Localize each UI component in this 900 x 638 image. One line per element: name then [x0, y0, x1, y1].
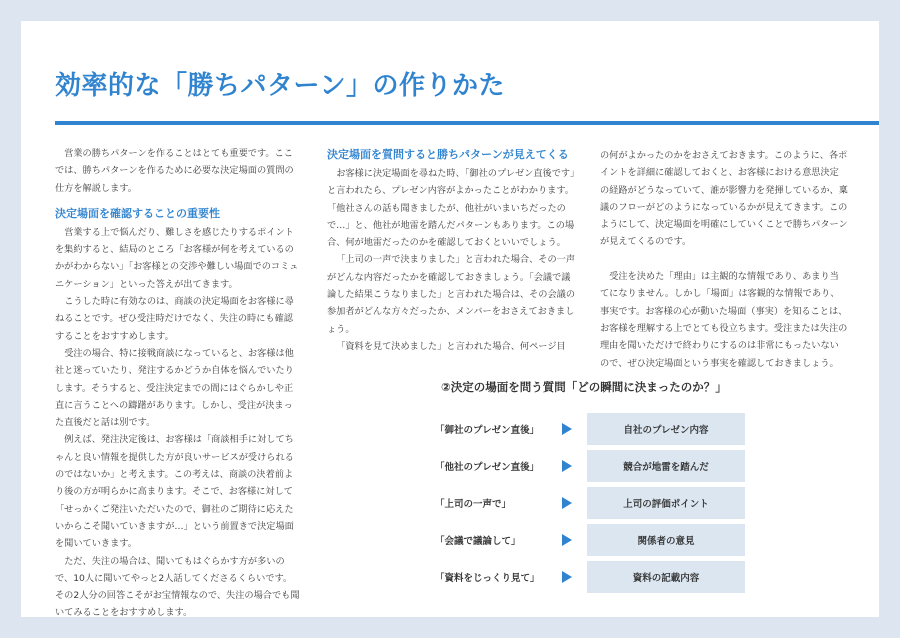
- answer-box: 自社のプレゼン内容: [587, 413, 745, 445]
- question-row: [435, 524, 745, 556]
- body-paragraph: ただ、失注の場合は、聞いてもはぐらかす方が多いので、10人に聞いてやっと2人話してくださるくらいです。その2人分の回答こそがお宝情報なので、失注の場合でも聞いてみることをおすすめします。: [55, 555, 300, 619]
- body-paragraph: お客様に決定場面を尋ねた時、「御社のプレゼン直後です」と言われたら、プレゼン内容がよかったことがわかります。「他社さんの話も聞きましたが、他社がいまいちだったので…」と、他社が地雷を踏んだパターンもあります。この場合、何が地雷だったのかを確認しておくといいでしょう。: [327, 168, 575, 249]
- question-row: [435, 413, 745, 445]
- arrow-right-icon: [562, 460, 572, 472]
- body-paragraph: 「資料を見て決めました」と言われた場合、何ページ目: [336, 340, 566, 352]
- column-2: [327, 145, 577, 355]
- answer-box: 関係者の意見: [587, 524, 745, 556]
- document-page: [21, 21, 879, 617]
- body-paragraph: の何がよかったのかをおさえておきます。このように、各ポイントを詳細に確認しておくと、お客様における意思決定の経路がどうなっていて、誰が影響力を発揮しているか、稟議のフローがどのようになっているかが見えてきます。このようにして、決定場面を明確にしていくことで勝ちパターンが見えてくるのです。: [600, 150, 848, 248]
- title-divider: [55, 121, 879, 125]
- question-row: [435, 450, 745, 482]
- body-paragraph: 「上司の一声で決まりました」と言われた場合、その一声がどんな内容だったかを確認しておきましょう。「会議で議論した結果こうなりました」と言われた場合は、その会議の参加者がどんな方々だったか、メンバーをおさえておきましょう。: [327, 254, 576, 335]
- body-paragraph: 例えば、発注決定後は、お客様は「商談相手に対してちゃんと良い情報を提供した方が良いサービスが受けられるのではないか」と考えます。この考えは、商談の決着前より後の方が明らかに高まります。そこで、お客様に対して「せっかくご発注いただいたので、御社のご期待に応えたいからこそ聞いていきますが…」という前置きで決定場面を聞いていきます。: [55, 434, 294, 550]
- answer-box: 上司の評価ポイント: [587, 487, 745, 519]
- page-title: 効率的な「勝ちパターン」の作りかた: [55, 71, 505, 101]
- body-paragraph: 受注を決めた「理由」は主観的な情報であり、あまり当てになりません。しかし「場面」は客観的な情報であり、事実です。お客様の心が動いた場面（事実）を知ることは、お客様を理解する上でとても役立ちます。受注または失注の理由を聞いただけで終わりにするのは非常にもったいないので、ぜひ決定場面という事実を確認しておきましょう。: [600, 271, 848, 369]
- question-row: [435, 487, 745, 519]
- column-3: [600, 147, 848, 372]
- arrow-right-icon: [562, 497, 572, 509]
- intro-paragraph: 営業の勝ちパターンを作ることはとても重要です。ここでは、勝ちパターンを作るために必要な決定場面の質問の仕方を解説します。: [55, 148, 294, 194]
- question-label: 「資料をじっくり見て」: [435, 573, 540, 584]
- column-1: [55, 145, 300, 622]
- answer-box: 資料の記載内容: [587, 561, 745, 593]
- arrow-right-icon: [562, 534, 572, 546]
- arrow-right-icon: [562, 571, 572, 583]
- question-label: 「御社のプレゼン直後」: [435, 425, 540, 436]
- question-label: 「上司の一声で」: [435, 499, 512, 510]
- body-paragraph: 営業する上で悩んだり、難しさを感じたりするポイントを集約すると、結局のところ「お客様が何を考えているのかがわからない」「お客様との交渉や難しい場面でのコミュニケーション」といった答えが出てきます。: [55, 226, 299, 290]
- question-label: 「他社のプレゼン直後」: [435, 462, 540, 473]
- section-heading-win-pattern: 決定場面を質問すると勝ちパターンが見えてくる: [327, 148, 569, 161]
- body-paragraph: こうした時に有効なのは、商談の決定場面をお客様に尋ねることです。ぜひ受注時だけでなく、失注の時にも確認することをおすすめします。: [55, 296, 294, 342]
- question-label: 「会議で議論して」: [435, 536, 521, 547]
- section-heading-importance: 決定場面を確認することの重要性: [55, 206, 220, 220]
- question-row: [435, 561, 745, 593]
- arrow-right-icon: [562, 423, 572, 435]
- question-section-title: ②決定の場面を問う質問「どの瞬間に決まったのか？」: [441, 380, 727, 394]
- body-paragraph: 受注の場合、特に接戦商談になっていると、お客様は他社と迷っていたり、発注するかどうか自体を悩んでいたりします。そうすると、受注決定までの間にはぐらかしや正直に言うことへの躊躇があります。しかし、受注が決まった直後だと話は別です。: [55, 347, 294, 429]
- answer-box: 競合が地雷を踏んだ: [587, 450, 745, 482]
